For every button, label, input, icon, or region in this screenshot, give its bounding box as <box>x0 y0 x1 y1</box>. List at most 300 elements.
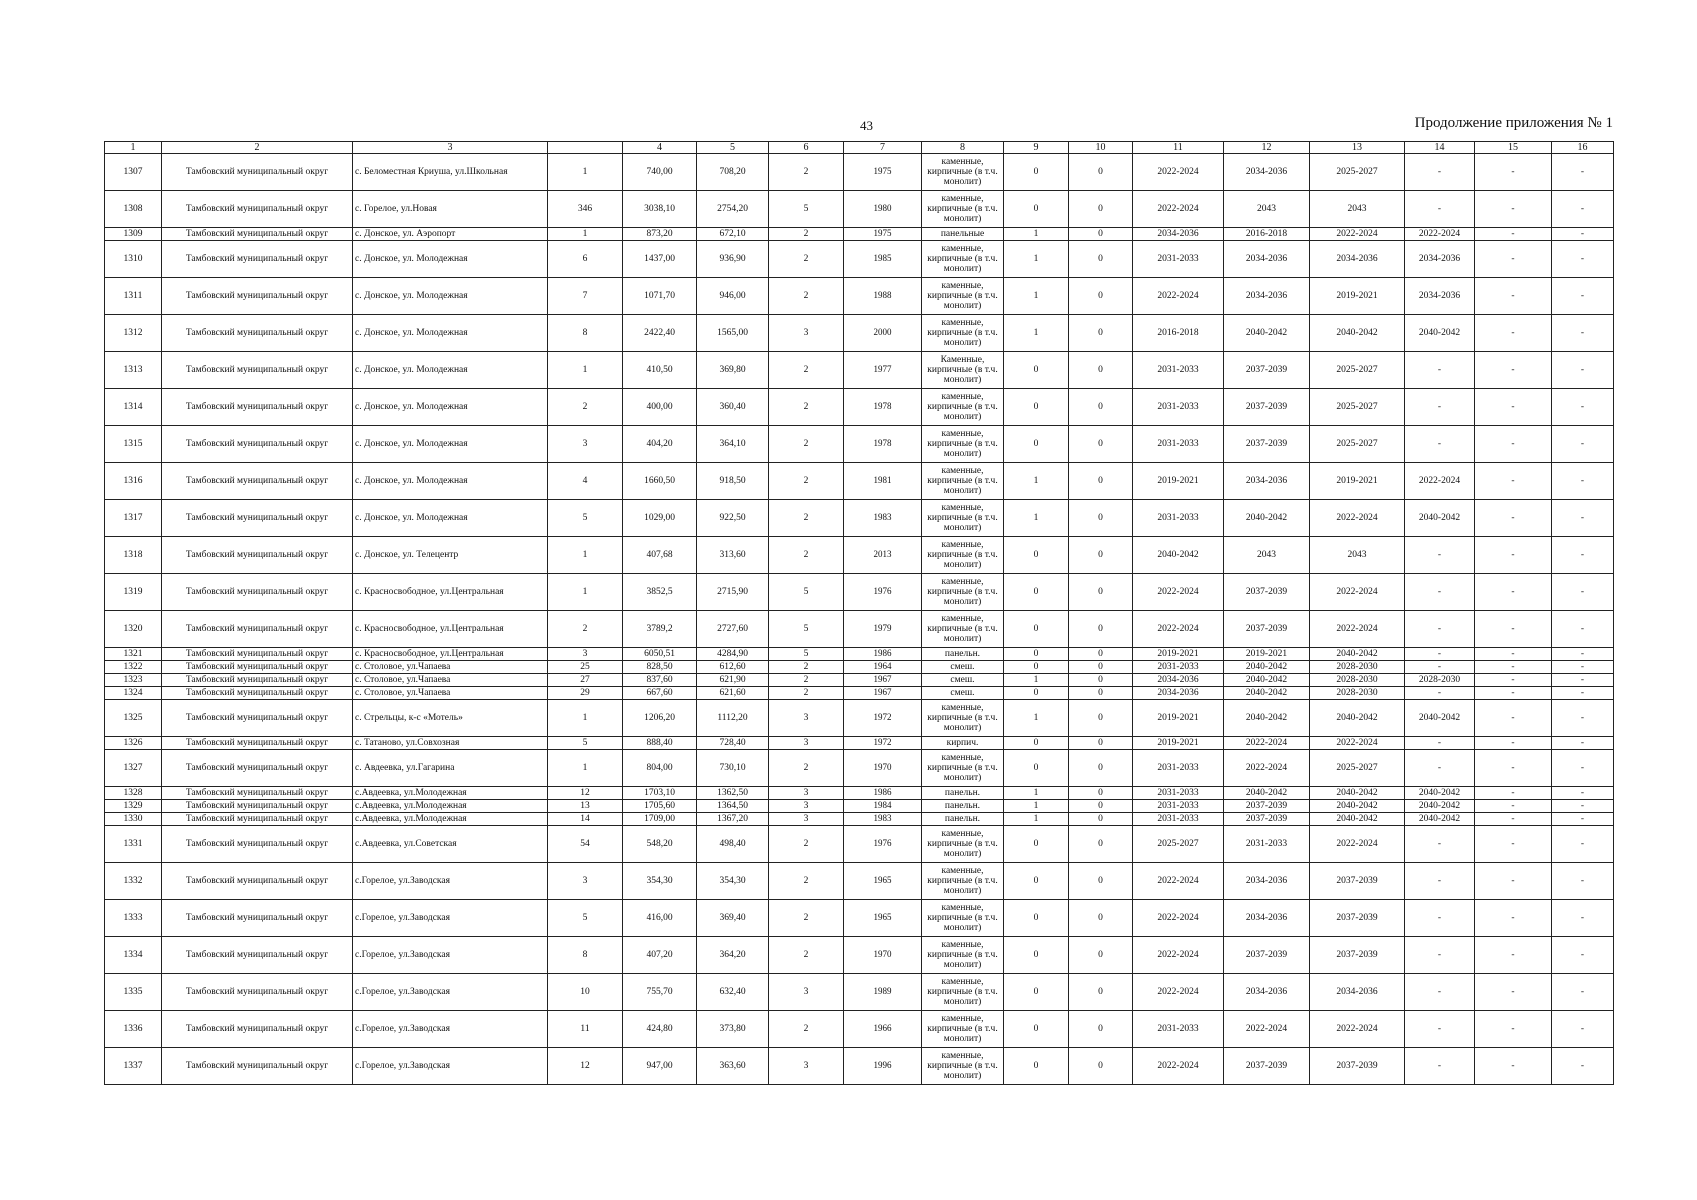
table-cell: 2 <box>769 500 844 537</box>
table-cell: каменные, кирпичные (в т.ч. монолит) <box>922 574 1004 611</box>
table-cell: 1976 <box>844 826 922 863</box>
table-cell: Тамбовский муниципальный округ <box>162 611 353 648</box>
table-cell: 1983 <box>844 500 922 537</box>
table-cell: 2037-2039 <box>1224 813 1310 826</box>
table-cell: 2022-2024 <box>1133 937 1224 974</box>
table-cell: 2037-2039 <box>1310 863 1405 900</box>
table-cell: 0 <box>1069 1048 1133 1085</box>
data-table <box>104 141 1614 1085</box>
table-cell: 2034-2036 <box>1405 278 1475 315</box>
table-cell: 2040-2042 <box>1224 674 1310 687</box>
table-cell: с. Донское, ул. Молодежная <box>353 426 548 463</box>
table-cell: с. Красносвободное, ул.Центральная <box>353 574 548 611</box>
table-cell: 0 <box>1069 191 1133 228</box>
table-cell: - <box>1552 700 1614 737</box>
table-cell: 2040-2042 <box>1224 700 1310 737</box>
table-cell: 0 <box>1069 674 1133 687</box>
table-cell: 1967 <box>844 674 922 687</box>
table-cell: 2034-2036 <box>1224 241 1310 278</box>
table-row <box>105 389 1614 426</box>
table-cell: - <box>1475 974 1552 1011</box>
table-row <box>105 352 1614 389</box>
table-cell: 2040-2042 <box>1310 800 1405 813</box>
table-cell: 1 <box>548 750 623 787</box>
table-cell: - <box>1552 278 1614 315</box>
table-cell: - <box>1405 863 1475 900</box>
table-cell: 2022-2024 <box>1133 974 1224 1011</box>
table-cell: 27 <box>548 674 623 687</box>
table-cell: 404,20 <box>623 426 697 463</box>
table-cell: 13 <box>548 800 623 813</box>
table-cell: 1316 <box>105 463 162 500</box>
table-cell: - <box>1475 1048 1552 1085</box>
table-cell: 2 <box>769 687 844 700</box>
table-cell: 2031-2033 <box>1133 813 1224 826</box>
table-cell: 1965 <box>844 863 922 900</box>
table-cell: - <box>1475 537 1552 574</box>
table-row <box>105 191 1614 228</box>
table-cell: 1975 <box>844 154 922 191</box>
table-cell: каменные, кирпичные (в т.ч. монолит) <box>922 191 1004 228</box>
table-cell: 0 <box>1069 737 1133 750</box>
table-cell: 3 <box>769 700 844 737</box>
table-cell: 1978 <box>844 426 922 463</box>
table-cell: Тамбовский муниципальный округ <box>162 900 353 937</box>
table-cell: 1986 <box>844 787 922 800</box>
table-cell: - <box>1552 661 1614 674</box>
table-cell: 0 <box>1069 700 1133 737</box>
table-cell: 3038,10 <box>623 191 697 228</box>
table-cell: 946,00 <box>697 278 769 315</box>
table-cell: 1308 <box>105 191 162 228</box>
table-cell: - <box>1552 154 1614 191</box>
table-cell: - <box>1405 1011 1475 1048</box>
table-cell: 363,60 <box>697 1048 769 1085</box>
table-cell: кирпич. <box>922 737 1004 750</box>
table-cell: 2 <box>769 426 844 463</box>
table-cell: 1319 <box>105 574 162 611</box>
table-cell: Тамбовский муниципальный округ <box>162 661 353 674</box>
table-cell: 1972 <box>844 737 922 750</box>
table-cell: Тамбовский муниципальный округ <box>162 191 353 228</box>
table-cell: - <box>1552 863 1614 900</box>
table-cell: 364,20 <box>697 937 769 974</box>
table-cell: Тамбовский муниципальный округ <box>162 1048 353 1085</box>
table-cell: Тамбовский муниципальный округ <box>162 500 353 537</box>
table-cell: 1332 <box>105 863 162 900</box>
table-cell: 1029,00 <box>623 500 697 537</box>
table-row <box>105 900 1614 937</box>
table-cell: с.Горелое, ул.Заводская <box>353 863 548 900</box>
table-cell: с. Донское, ул. Телецентр <box>353 537 548 574</box>
header-cell: 16 <box>1552 142 1614 154</box>
table-cell: - <box>1405 937 1475 974</box>
table-cell: 2034-2036 <box>1405 241 1475 278</box>
table-cell: - <box>1552 648 1614 661</box>
table-cell: 1367,20 <box>697 813 769 826</box>
table-cell: 2037-2039 <box>1224 426 1310 463</box>
table-cell: Тамбовский муниципальный округ <box>162 937 353 974</box>
table-cell: 0 <box>1069 687 1133 700</box>
table-cell: с.Горелое, ул.Заводская <box>353 1048 548 1085</box>
table-cell: 3 <box>548 863 623 900</box>
table-cell: 1334 <box>105 937 162 974</box>
table-cell: 2037-2039 <box>1310 937 1405 974</box>
table-cell: 0 <box>1069 937 1133 974</box>
table-cell: 918,50 <box>697 463 769 500</box>
table-cell: 8 <box>548 937 623 974</box>
table-cell: 2031-2033 <box>1224 826 1310 863</box>
table-row <box>105 241 1614 278</box>
table-cell: 1 <box>1004 787 1069 800</box>
table-cell: Тамбовский муниципальный округ <box>162 241 353 278</box>
table-cell: 369,80 <box>697 352 769 389</box>
table-cell: 2037-2039 <box>1224 352 1310 389</box>
table-cell: - <box>1405 661 1475 674</box>
table-cell: 0 <box>1069 900 1133 937</box>
table-cell: 0 <box>1004 352 1069 389</box>
table-cell: 621,60 <box>697 687 769 700</box>
table-cell: 2 <box>769 750 844 787</box>
table-cell: 2022-2024 <box>1133 900 1224 937</box>
table-cell: 3852,5 <box>623 574 697 611</box>
table-cell: каменные, кирпичные (в т.ч. монолит) <box>922 315 1004 352</box>
table-cell: 1312 <box>105 315 162 352</box>
table-cell: 632,40 <box>697 974 769 1011</box>
table-cell: 2040-2042 <box>1310 700 1405 737</box>
table-cell: - <box>1475 463 1552 500</box>
table-cell: 621,90 <box>697 674 769 687</box>
table-cell: - <box>1405 737 1475 750</box>
table-cell: 1989 <box>844 974 922 1011</box>
table-cell: 354,30 <box>623 863 697 900</box>
table-cell: 2040-2042 <box>1224 315 1310 352</box>
table-cell: 1333 <box>105 900 162 937</box>
table-cell: 1709,00 <box>623 813 697 826</box>
table-cell: 2034-2036 <box>1224 863 1310 900</box>
table-cell: - <box>1405 191 1475 228</box>
table-cell: 1972 <box>844 700 922 737</box>
table-cell: 740,00 <box>623 154 697 191</box>
table-cell: - <box>1552 1011 1614 1048</box>
table-cell: 2022-2024 <box>1133 611 1224 648</box>
table-row <box>105 687 1614 700</box>
table-cell: - <box>1552 826 1614 863</box>
table-cell: 0 <box>1069 278 1133 315</box>
table-cell: 2019-2021 <box>1133 463 1224 500</box>
header-cell: 14 <box>1405 142 1475 154</box>
table-cell: - <box>1475 750 1552 787</box>
table-cell: с. Донское, ул. Молодежная <box>353 241 548 278</box>
table-cell: - <box>1552 191 1614 228</box>
table-cell: 2043 <box>1224 191 1310 228</box>
table-cell: 2034-2036 <box>1133 674 1224 687</box>
table-cell: 1437,00 <box>623 241 697 278</box>
table-cell: 2 <box>769 537 844 574</box>
table-cell: 612,60 <box>697 661 769 674</box>
table-cell: 2019-2021 <box>1133 700 1224 737</box>
table-cell: 2040-2042 <box>1310 315 1405 352</box>
table-cell: Тамбовский муниципальный округ <box>162 537 353 574</box>
table-cell: 1 <box>548 537 623 574</box>
table-cell: 708,20 <box>697 154 769 191</box>
table-cell: - <box>1552 900 1614 937</box>
table-cell: 0 <box>1069 974 1133 1011</box>
table-cell: 29 <box>548 687 623 700</box>
table-cell: 1 <box>548 574 623 611</box>
table-cell: 0 <box>1069 241 1133 278</box>
table-cell: Тамбовский муниципальный округ <box>162 574 353 611</box>
table-cell: 0 <box>1004 737 1069 750</box>
table-cell: 2013 <box>844 537 922 574</box>
table-row <box>105 154 1614 191</box>
table-cell: Тамбовский муниципальный округ <box>162 687 353 700</box>
table-cell: - <box>1475 937 1552 974</box>
table-row <box>105 863 1614 900</box>
table-cell: 369,40 <box>697 900 769 937</box>
table-cell: Тамбовский муниципальный округ <box>162 813 353 826</box>
table-cell: 1 <box>1004 500 1069 537</box>
table-cell: - <box>1475 278 1552 315</box>
table-cell: 0 <box>1069 813 1133 826</box>
header-cell: 7 <box>844 142 922 154</box>
table-cell: каменные, кирпичные (в т.ч. монолит) <box>922 426 1004 463</box>
table-cell: 1988 <box>844 278 922 315</box>
table-cell: 0 <box>1069 826 1133 863</box>
table-cell: - <box>1552 500 1614 537</box>
table-cell: панельн. <box>922 813 1004 826</box>
table-cell: 0 <box>1069 574 1133 611</box>
table-cell: Тамбовский муниципальный округ <box>162 674 353 687</box>
table-cell: 2031-2033 <box>1133 426 1224 463</box>
table-cell: - <box>1405 574 1475 611</box>
table-cell: - <box>1475 315 1552 352</box>
table-cell: 1309 <box>105 228 162 241</box>
table-cell: 2031-2033 <box>1133 661 1224 674</box>
table-cell: 5 <box>769 648 844 661</box>
table-cell: - <box>1475 611 1552 648</box>
table-cell: 2 <box>769 937 844 974</box>
table-cell: с. Столовое, ул.Чапаева <box>353 687 548 700</box>
table-cell: 3 <box>769 974 844 1011</box>
table-cell: с. Стрельцы, к-с «Мотель» <box>353 700 548 737</box>
table-cell: - <box>1405 750 1475 787</box>
table-cell: - <box>1552 611 1614 648</box>
table-cell: 1364,50 <box>697 800 769 813</box>
table-row <box>105 1048 1614 1085</box>
table-cell: 2 <box>769 826 844 863</box>
table-cell: 936,90 <box>697 241 769 278</box>
table-row <box>105 826 1614 863</box>
header-cell: 3 <box>353 142 548 154</box>
table-cell: 2037-2039 <box>1310 1048 1405 1085</box>
table-cell: 1329 <box>105 800 162 813</box>
table-cell: 2034-2036 <box>1310 241 1405 278</box>
table-cell: 2025-2027 <box>1310 426 1405 463</box>
table-cell: 3789,2 <box>623 611 697 648</box>
table-cell: 3 <box>548 648 623 661</box>
table-cell: 1325 <box>105 700 162 737</box>
table-cell: 1703,10 <box>623 787 697 800</box>
table-cell: 2025-2027 <box>1310 352 1405 389</box>
header-cell: 15 <box>1475 142 1552 154</box>
table-cell: с. Донское, ул. Молодежная <box>353 315 548 352</box>
table-cell: 2031-2033 <box>1133 352 1224 389</box>
table-cell: каменные, кирпичные (в т.ч. монолит) <box>922 863 1004 900</box>
table-cell: 8 <box>548 315 623 352</box>
table-cell: с. Донское, ул. Молодежная <box>353 463 548 500</box>
table-cell: 1307 <box>105 154 162 191</box>
table-cell: 2019-2021 <box>1133 648 1224 661</box>
table-cell: - <box>1405 900 1475 937</box>
table-cell: 922,50 <box>697 500 769 537</box>
table-row <box>105 463 1614 500</box>
table-cell: с.Авдеевка, ул.Молодежная <box>353 813 548 826</box>
table-cell: каменные, кирпичные (в т.ч. монолит) <box>922 826 1004 863</box>
table-cell: каменные, кирпичные (в т.ч. монолит) <box>922 1048 1004 1085</box>
table-row <box>105 537 1614 574</box>
table-cell: с.Горелое, ул.Заводская <box>353 937 548 974</box>
table-cell: 0 <box>1069 1011 1133 1048</box>
table-cell: 416,00 <box>623 900 697 937</box>
table-cell: 0 <box>1004 154 1069 191</box>
table-cell: смеш. <box>922 687 1004 700</box>
table-cell: Тамбовский муниципальный округ <box>162 1011 353 1048</box>
table-row <box>105 750 1614 787</box>
table-cell: 2 <box>769 900 844 937</box>
table-row <box>105 574 1614 611</box>
table-cell: - <box>1475 900 1552 937</box>
table-cell: 2040-2042 <box>1224 661 1310 674</box>
header-cell: 13 <box>1310 142 1405 154</box>
table-cell: 0 <box>1004 191 1069 228</box>
table-cell: 407,68 <box>623 537 697 574</box>
table-cell: 407,20 <box>623 937 697 974</box>
table-cell: - <box>1552 687 1614 700</box>
table-cell: с. Донское, ул. Молодежная <box>353 278 548 315</box>
table-cell: с. Донское, ул. Аэропорт <box>353 228 548 241</box>
table-cell: 0 <box>1069 154 1133 191</box>
table-cell: смеш. <box>922 661 1004 674</box>
table-cell: - <box>1552 228 1614 241</box>
table-cell: 2031-2033 <box>1133 787 1224 800</box>
table-cell: - <box>1552 787 1614 800</box>
table-cell: 0 <box>1004 937 1069 974</box>
table-cell: - <box>1475 191 1552 228</box>
table-cell: 364,10 <box>697 426 769 463</box>
table-cell: 2019-2021 <box>1310 278 1405 315</box>
table-cell: 2040-2042 <box>1224 687 1310 700</box>
table-cell: 2022-2024 <box>1310 228 1405 241</box>
table-cell: с. Донское, ул. Молодежная <box>353 500 548 537</box>
table-cell: панельн. <box>922 787 1004 800</box>
table-cell: 2022-2024 <box>1224 737 1310 750</box>
table-cell: - <box>1405 389 1475 426</box>
table-cell: 0 <box>1004 1011 1069 1048</box>
table-cell: 548,20 <box>623 826 697 863</box>
table-cell: 1983 <box>844 813 922 826</box>
table-cell: - <box>1405 537 1475 574</box>
table-cell: 0 <box>1069 315 1133 352</box>
table-cell: 0 <box>1004 974 1069 1011</box>
table-cell: 728,40 <box>697 737 769 750</box>
table-cell: 12 <box>548 787 623 800</box>
table-row <box>105 1011 1614 1048</box>
table-cell: 0 <box>1069 537 1133 574</box>
table-row <box>105 648 1614 661</box>
table-cell: 1321 <box>105 648 162 661</box>
table-cell: каменные, кирпичные (в т.ч. монолит) <box>922 154 1004 191</box>
table-cell: Тамбовский муниципальный округ <box>162 154 353 191</box>
table-cell: 1336 <box>105 1011 162 1048</box>
table-cell: с. Беломестная Криуша, ул.Школьная <box>353 154 548 191</box>
header-cell: 6 <box>769 142 844 154</box>
table-cell: 2022-2024 <box>1310 1011 1405 1048</box>
table-cell: 1975 <box>844 228 922 241</box>
table-cell: 2031-2033 <box>1133 800 1224 813</box>
table-cell: 2022-2024 <box>1133 278 1224 315</box>
table-cell: 400,00 <box>623 389 697 426</box>
table-cell: - <box>1475 813 1552 826</box>
table-cell: 755,70 <box>623 974 697 1011</box>
table-cell: 0 <box>1004 863 1069 900</box>
table-cell: 0 <box>1004 537 1069 574</box>
table-cell: 2040-2042 <box>1310 787 1405 800</box>
table-cell: 0 <box>1069 228 1133 241</box>
table-cell: - <box>1475 661 1552 674</box>
table-cell: - <box>1552 750 1614 787</box>
table-cell: 1 <box>548 352 623 389</box>
table-cell: 0 <box>1004 1048 1069 1085</box>
table-cell: 2028-2030 <box>1310 661 1405 674</box>
table-cell: 1976 <box>844 574 922 611</box>
table-cell: с.Авдеевка, ул.Молодежная <box>353 800 548 813</box>
table-cell: 6 <box>548 241 623 278</box>
table-cell: 373,80 <box>697 1011 769 1048</box>
table-cell: 2 <box>769 278 844 315</box>
table-cell: 1331 <box>105 826 162 863</box>
table-cell: 828,50 <box>623 661 697 674</box>
table-cell: - <box>1552 352 1614 389</box>
table-cell: 1 <box>1004 463 1069 500</box>
table-cell: 2022-2024 <box>1405 228 1475 241</box>
table-cell: 1335 <box>105 974 162 1011</box>
table-cell: панельн. <box>922 648 1004 661</box>
table-cell: 2 <box>769 661 844 674</box>
table-cell: 25 <box>548 661 623 674</box>
table-cell: 3 <box>769 737 844 750</box>
table-cell: 7 <box>548 278 623 315</box>
table-cell: 2 <box>769 863 844 900</box>
table-cell: каменные, кирпичные (в т.ч. монолит) <box>922 500 1004 537</box>
table-cell: - <box>1475 352 1552 389</box>
table-cell: 2022-2024 <box>1133 863 1224 900</box>
table-cell: 2034-2036 <box>1224 278 1310 315</box>
table-cell: Тамбовский муниципальный округ <box>162 463 353 500</box>
table-row <box>105 426 1614 463</box>
table-cell: 2022-2024 <box>1310 611 1405 648</box>
table-cell: с. Татаново, ул.Совхозная <box>353 737 548 750</box>
table-cell: 1967 <box>844 687 922 700</box>
table-cell: 6050,51 <box>623 648 697 661</box>
table-cell: каменные, кирпичные (в т.ч. монолит) <box>922 700 1004 737</box>
table-row <box>105 500 1614 537</box>
table-cell: - <box>1475 700 1552 737</box>
table-cell: - <box>1552 737 1614 750</box>
table-cell: 1981 <box>844 463 922 500</box>
table-cell: 2025-2027 <box>1310 389 1405 426</box>
table-cell: 0 <box>1069 800 1133 813</box>
